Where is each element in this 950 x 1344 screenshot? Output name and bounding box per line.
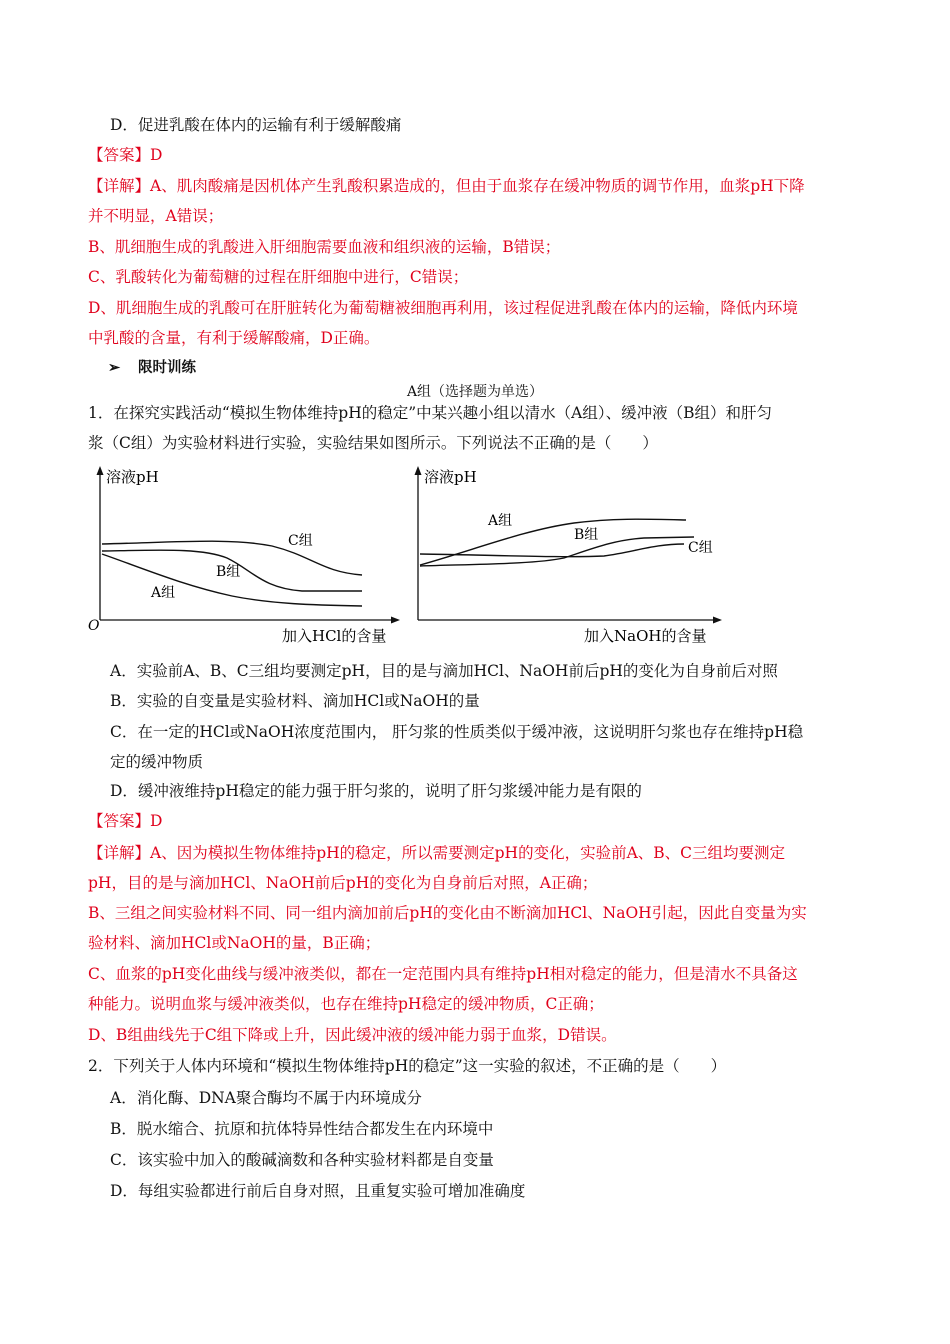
series-line-b bbox=[420, 537, 694, 566]
option-a: A．实验前A、B、C三组均要测定pH，目的是与滴加HCl、NaOH前后pH的变化为自身前后对照 bbox=[110, 662, 778, 680]
section-title: 限时训练 bbox=[138, 359, 196, 376]
detail-line: 【详解】A、肌肉酸痛是因机体产生乳酸积累造成的，但由于血浆存在缓冲物质的调节作用，血浆pH下降 bbox=[88, 177, 805, 195]
detail-line: C、血浆的pH变化曲线与缓冲液类似，都在一定范围内具有维持pH相对稳定的能力，但是清水不具备这 bbox=[88, 965, 798, 983]
detail-line: D、B组曲线先于C组下降或上升，因此缓冲液的缓冲能力弱于血浆，D错误。 bbox=[88, 1026, 617, 1044]
detail-line: 中乳酸的含量，有利于缓解酸痛，D正确。 bbox=[88, 329, 380, 347]
x-axis-label: 加入HCl的含量 bbox=[282, 627, 387, 645]
option-c: C．该实验中加入的酸碱滴数和各种实验材料都是自变量 bbox=[110, 1151, 494, 1169]
question-stem: 浆（C组）为实验材料进行实验，实验结果如图所示。下列说法不正确的是（ ） bbox=[88, 434, 658, 452]
detail-line: B、三组之间实验材料不同、同一组内滴加前后pH的变化由不断滴加HCl、NaOH引起，因此自变量为实 bbox=[88, 904, 807, 922]
series-label-a: A组 bbox=[488, 513, 513, 529]
hcl-chart bbox=[82, 460, 404, 650]
option-d: D．促进乳酸在体内的运输有利于缓解酸痛 bbox=[110, 116, 402, 134]
detail-line: 【详解】A、因为模拟生物体维持pH的稳定，所以需要测定pH的变化，实验前A、B、C三组均要测定 bbox=[88, 844, 786, 862]
detail-line: 种能力。说明血浆与缓冲液类似，也存在维持pH稳定的缓冲物质，C正确； bbox=[88, 995, 604, 1013]
y-axis-arrow bbox=[415, 466, 422, 475]
naoh-chart bbox=[404, 460, 726, 650]
series-label-b: B组 bbox=[216, 564, 241, 580]
y-axis-arrow bbox=[97, 466, 104, 475]
detail-line: 验材料、滴加HCl或NaOH的量，B正确； bbox=[88, 934, 381, 952]
detail-line: pH，目的是与滴加HCl、NaOH前后pH的变化为自身前后对照，A正确； bbox=[88, 874, 598, 892]
series-line-c bbox=[420, 544, 684, 557]
option-b: B．脱水缩合、抗原和抗体特异性结合都发生在内环境中 bbox=[110, 1120, 494, 1138]
series-line-a bbox=[102, 554, 362, 606]
x-axis-label: 加入NaOH的含量 bbox=[584, 627, 707, 645]
series-line-a bbox=[420, 519, 686, 565]
option-c-cont: 定的缓冲物质 bbox=[110, 753, 204, 771]
answer: 【答案】D bbox=[88, 812, 163, 830]
section-heading bbox=[108, 357, 196, 379]
detail-line: B、肌细胞生成的乳酸进入肝细胞需要血液和组织液的运输，B错误； bbox=[88, 238, 561, 256]
option-b: B．实验的自变量是实验材料、滴加HCl或NaOH的量 bbox=[110, 692, 480, 710]
detail-line: 并不明显，A错误； bbox=[88, 207, 224, 225]
x-axis-arrow bbox=[391, 617, 400, 624]
x-axis-arrow bbox=[713, 617, 722, 624]
answer: 【答案】D bbox=[88, 146, 163, 164]
option-c: C．在一定的HCl或NaOH浓度范围内， 肝匀浆的性质类似于缓冲液，这说明肝匀浆也存在维持pH稳 bbox=[110, 723, 804, 741]
series-label-a: A组 bbox=[151, 585, 176, 601]
question-stem: 1．在探究实践活动“模拟生物体维持pH的稳定”中某兴趣小组以清水（A组）、缓冲液（B组）和肝匀 bbox=[88, 404, 772, 422]
detail-line: C、乳酸转化为葡萄糖的过程在肝细胞中进行，C错误； bbox=[88, 268, 469, 286]
question-stem: 2．下列关于人体内环境和“模拟生物体维持pH的稳定”这一实验的叙述，不正确的是（ ） bbox=[88, 1057, 727, 1075]
y-axis-label: 溶液pH bbox=[424, 468, 477, 486]
series-label-b: B组 bbox=[574, 527, 599, 543]
group-header: A组（选择题为单选） bbox=[406, 384, 544, 400]
series-label-c: C组 bbox=[288, 533, 313, 549]
y-axis-label: 溶液pH bbox=[106, 468, 159, 486]
origin-label: O bbox=[88, 618, 100, 634]
option-d: D．缓冲液维持pH稳定的能力强于肝匀浆的，说明了肝匀浆缓冲能力是有限的 bbox=[110, 782, 642, 800]
option-a: A．消化酶、DNA聚合酶均不属于内环境成分 bbox=[110, 1089, 422, 1107]
series-label-c: C组 bbox=[688, 540, 713, 556]
detail-line: D、肌细胞生成的乳酸可在肝脏转化为葡萄糖被细胞再利用，该过程促进乳酸在体内的运输，降低内环境 bbox=[88, 299, 798, 317]
arrow-icon: ➢ bbox=[108, 359, 121, 376]
option-d: D．每组实验都进行前后自身对照，且重复实验可增加准确度 bbox=[110, 1182, 526, 1200]
